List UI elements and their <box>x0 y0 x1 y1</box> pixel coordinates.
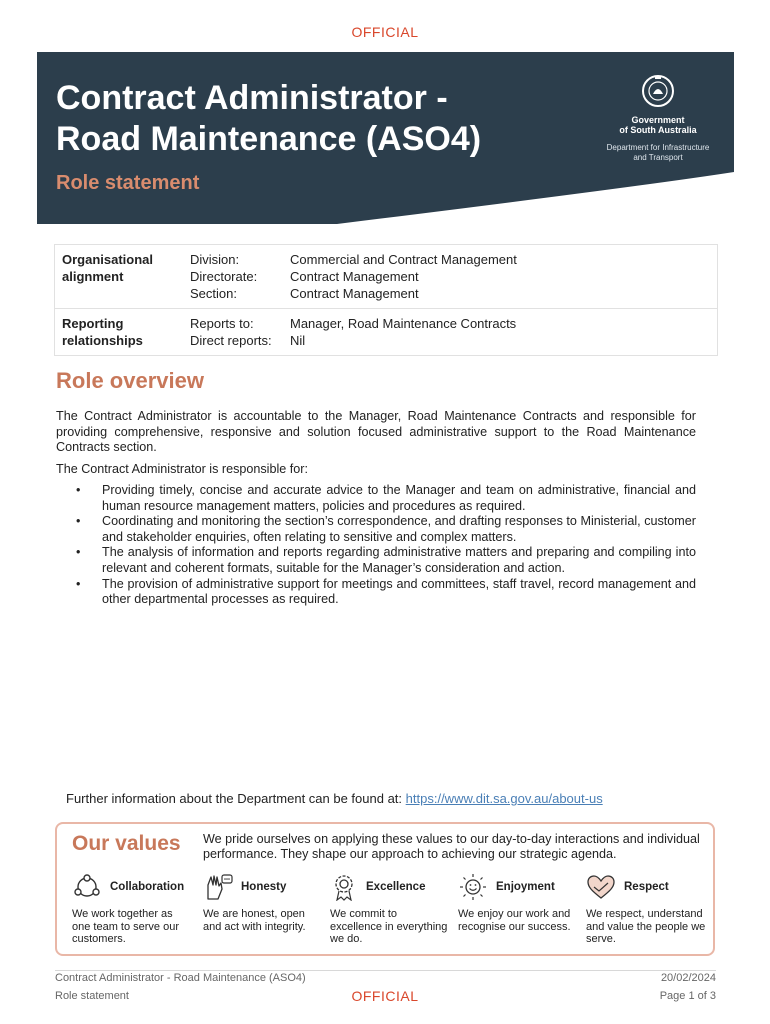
page-subtitle: Role statement <box>56 172 200 194</box>
value-description: We respect, understand and value the people we serve. <box>586 908 706 945</box>
info-label: Division: <box>190 252 240 267</box>
value-description: We are honest, open and act with integrity. <box>203 908 306 933</box>
list-item-text: The provision of administrative support for meetings and committees, staff travel, record management and other departmental processes as required. <box>102 576 696 607</box>
info-label: Reports to: <box>190 316 254 331</box>
info-label: Section: <box>190 286 237 301</box>
info-value: Contract Management <box>290 286 419 301</box>
info-line <box>190 285 517 302</box>
enjoyment-icon <box>458 873 488 901</box>
title-line-2: Road Maintenance (ASO4) <box>56 120 482 158</box>
reporting-row <box>55 308 717 355</box>
page-title <box>56 78 576 160</box>
coat-of-arms-icon <box>641 74 675 110</box>
footer-doc-title: Contract Administrator - Road Maintenance (ASO4) <box>55 972 306 984</box>
value-name: Excellence <box>366 881 426 893</box>
list-item <box>56 514 696 545</box>
bullet-icon: • <box>76 514 81 529</box>
responsibilities-intro: The Contract Administrator is responsible for: <box>56 462 308 476</box>
list-item <box>56 483 696 514</box>
org-alignment-heading: Organisational alignment <box>62 252 154 284</box>
title-line-1: Contract Administrator - <box>56 79 448 117</box>
excellence-icon <box>330 873 358 901</box>
honesty-icon <box>203 873 233 901</box>
info-label: Direct reports: <box>190 333 272 348</box>
respect-icon <box>586 873 616 901</box>
org-alignment-row <box>55 245 717 308</box>
classification-header: OFFICIAL <box>351 24 419 40</box>
value-enjoyment <box>458 873 580 933</box>
info-value: Contract Management <box>290 269 419 284</box>
list-item-text: The analysis of information and reports regarding administrative matters and preparing and compiling into relevant and coherent formats, suitable for the Manager’s consideration and action. <box>102 545 696 575</box>
list-item <box>56 577 696 608</box>
value-description: We commit to excellence in everything we do. <box>330 908 448 945</box>
bullet-icon: • <box>76 545 81 560</box>
info-line <box>190 251 517 268</box>
footer-doc-type: Role statement <box>55 990 129 1002</box>
value-description: We enjoy our work and recognise our success. <box>458 908 571 933</box>
values-intro: We pride ourselves on applying these values to our day-to-day interactions and individual performance. They shape our approach to achieving our strategic agenda. <box>203 832 700 861</box>
footer-date: 20/02/2024 <box>660 972 716 984</box>
list-item <box>56 545 696 576</box>
value-name: Enjoyment <box>496 881 555 893</box>
further-text: Further information about the Department can be found at: <box>66 791 406 806</box>
value-excellence <box>330 873 452 946</box>
overview-paragraph: The Contract Administrator is accountable to the Manager, Road Maintenance Contracts and responsible for providing comprehensive, responsive and solution focused administrative support to the Road Maintenance Contracts section. <box>56 409 696 455</box>
value-description: We work together as one team to serve our customers. <box>72 908 180 945</box>
info-line <box>190 332 516 349</box>
page-number: Page 1 of 3 <box>659 990 716 1002</box>
logo-dept-line-1: Department for Infrastructure <box>606 143 710 152</box>
info-line <box>190 268 517 285</box>
bullet-icon: • <box>76 483 81 497</box>
info-label: Directorate: <box>190 269 258 284</box>
value-respect <box>586 873 708 946</box>
role-info-table <box>54 244 718 356</box>
info-value: Manager, Road Maintenance Contracts <box>290 316 517 331</box>
classification-footer: OFFICIAL <box>351 988 419 1004</box>
further-information <box>66 791 603 806</box>
logo-dept-line-2: and Transport <box>633 153 683 162</box>
value-honesty <box>203 873 325 933</box>
footer-divider <box>55 970 716 971</box>
bullet-icon: • <box>76 576 81 591</box>
values-title: Our values <box>72 832 181 855</box>
logo-line-1: Government <box>631 115 685 125</box>
value-name: Collaboration <box>110 881 185 893</box>
role-overview-heading: Role overview <box>56 368 204 393</box>
info-value: Nil <box>290 333 306 348</box>
list-item-text: Coordinating and monitoring the section’s correspondence, and drafting responses to Ministerial, customer and stakeholder enquiries, often relating to sensitive and complex matters. <box>102 514 696 544</box>
value-name: Honesty <box>241 881 287 893</box>
responsibilities-list <box>56 483 696 608</box>
list-item-text: Providing timely, concise and accurate advice to the Manager and team on administrative, financial and human resource management matters, policies and procedures as required. <box>102 483 696 513</box>
value-collaboration <box>72 873 194 946</box>
reporting-heading: Reporting relationships <box>62 316 143 348</box>
info-line <box>190 315 516 332</box>
about-us-link[interactable]: https://www.dit.sa.gov.au/about-us <box>405 791 603 806</box>
value-name: Respect <box>624 881 669 893</box>
logo-line-2: of South Australia <box>619 125 697 135</box>
info-value: Commercial and Contract Management <box>290 252 517 267</box>
government-logo <box>598 74 718 163</box>
collaboration-icon <box>72 873 102 901</box>
